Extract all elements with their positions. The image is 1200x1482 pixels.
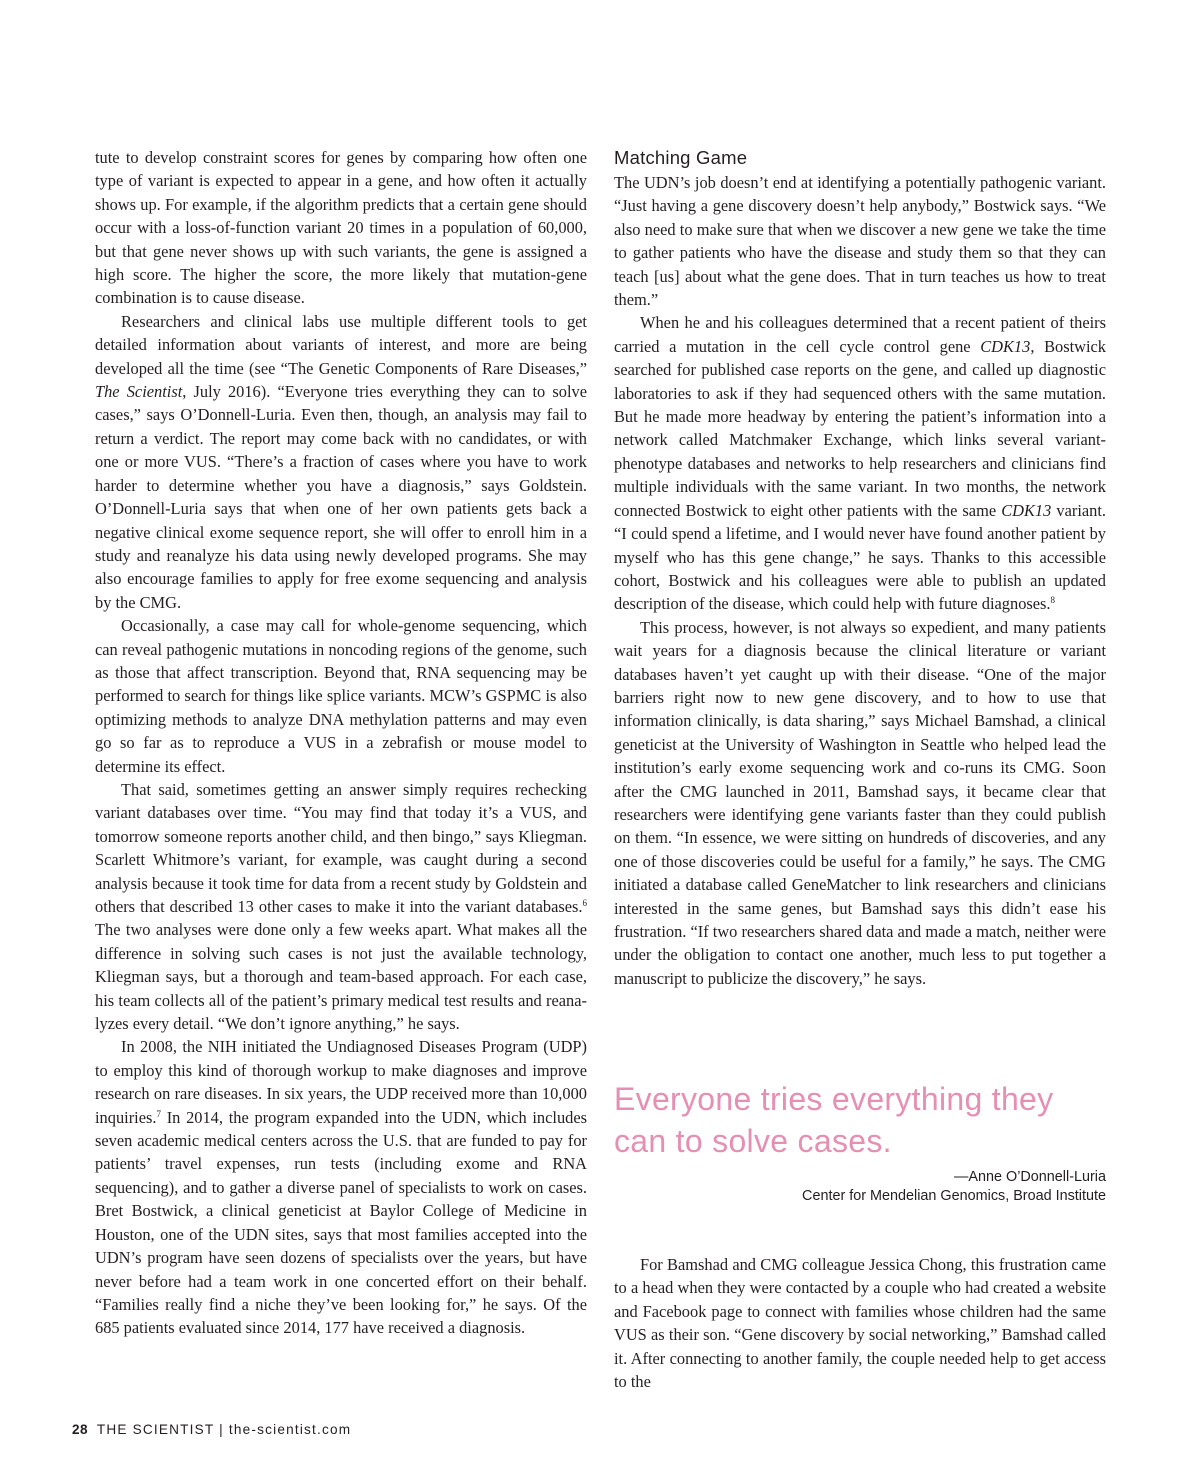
paragraph [95,778,587,1035]
left-column [95,146,587,1340]
paragraph-text: That said, sometimes getting an answer simply requires rechecking variant databases over time. “You may find that today it’s a VUS, and tomorrow someone reports another child, and then bingo,” says Kliegman. Scarlett Whitmore’s variant, for example, was caught during a second analysis because it took time for data from a recent study by Goldstein and others that described 13 other cases to make it into the variant databases. [95,779,587,916]
pull-quote-attribution [614,1168,1106,1206]
gene-name: CDK13 [1001,500,1052,520]
attribution-affiliation: Center for Mendelian Genomics, Broad Institute [802,1188,1106,1204]
paragraph-text: In 2008, the NIH initiated the Undiagnosed Diseases Program (UDP) to employ this kind of thorough workup to make diagnoses and improve research on rare diseases. In six years, the UDP received more than 10,000 inquiries. [95,1037,587,1127]
paragraph-text: variant. “I could spend a lifetime, and I would never have found another patient by myself who has this gene change,” he says. Thanks to this accessible cohort, Bostwick and his colleagues were able to publish an updated description of the disease, which could help with future diagnoses. [614,500,1106,614]
journal-title: The Scientist [95,382,183,402]
section-heading: Matching Game [614,147,748,168]
reference-marker: 7 [156,1108,161,1119]
paragraph-text: In 2014, the program expanded into the UDN, which includes seven academic medical centers across the U.S. that are funded to pay for patients’ travel expenses, run tests (including exome and RNA sequencing), and to gather a diverse panel of specialists to work on cases. Bret Bostwick, a clinical geneticist at Baylor College of Medicine in Houston, one of the UDN sites, says that most families accepted into the UDN’s program have seen dozens of specialists over the years, but have never before had a team work in one concerted effort on their behalf. “Families really find a niche they’ve been looking for,” he says. Of the 685 patients evaluated since 2014, 177 have received a diagnosis. [95,1107,587,1338]
paragraph [95,146,587,310]
paragraph-text: tute to develop constraint scores for genes by comparing how often one type of variant is expected to appear in a gene, and how often it actually shows up. For example, if the algorithm predicts that a certain gene should occur with a loss-of-function variant 20 times in a population of 60,000, but that gene never shows up with such variants, the gene is assigned a high score. The higher the score, the more likely that mutation-gene combination is to cause disease. [95,148,587,308]
paragraph-text: , Bostwick searched for published case reports on the gene, and called up diagnostic laboratories to ask if they had sequenced others with the same mutation. But he made more headway by entering the patient’s information into a network called Matchmaker Exchange, which links several variant-phenotype databases and networks to help researchers and clinicians find multiple individuals with the same variant. In two months, the network connected Bostwick to eight other patients with the same [614,336,1106,520]
paragraph [95,310,587,614]
paragraph [614,1253,1106,1393]
paragraph [614,171,1106,311]
paragraph-text: This process, however, is not always so expedient, and many patients wait years for a diagnosis because the clinical literature or variant databases haven’t yet caught up with their disease. “One of the major barriers right now to new gene discovery, and to how to use that information clinically, is data sharing,” says Michael Bamshad, a clinical geneticist at the University of Washington in Seattle who helped lead the institution’s early exome sequencing work and co-runs its CMG. Soon after the CMG launched in 2011, Bamshad says, it became clear that researchers were identifying gene variants faster than they could publish on them. “In essence, we were sitting on hundreds of discoveries, and any one of those discoveries could be useful for a family,” he says. The CMG initiated a database called GeneMatcher to link researchers and clinicians interested in the same genes, but Bamshad says this didn’t ease his frustration. “If two researchers shared data and made a match, neither were under the obligation to contact one another, much less to put together a manuscript to publicize the discovery,” he says. [614,617,1106,988]
gene-name: CDK13 [980,336,1031,356]
right-column [614,146,1106,990]
publication-name: THE SCIENTIST [96,1422,215,1437]
paragraph [95,1035,587,1339]
paragraph-text: When he and his colleagues determined that a recent patient of theirs carried a mutation in the cell cycle control gene [614,313,1106,356]
paragraph [95,614,587,778]
paragraph-text: Researchers and clinical labs use multiple different tools to get detailed information about variants of interest, and more are being developed all the time (see “The Genetic Components of Rare Diseases,” [95,311,587,378]
pull-quote-block [614,1078,1114,1206]
right-column-continued [614,1253,1106,1393]
reference-marker: 8 [1050,595,1056,606]
pull-quote-text: Everyone tries everything they can to solve cases. [614,1081,1054,1159]
paragraph-text: The UDN’s job doesn’t end at identifying a potentially pathogenic variant. “Just having a gene discovery doesn’t help anybody,” Bostwick says. “We also need to make sure that when we discover a new gene we take the time to gather patients who have the disease and study them so that they can teach [us] about what the gene does. That in turn teaches us how to treat them.” [614,173,1106,310]
reference-marker: 6 [582,898,587,908]
paragraph-text: Occasionally, a case may call for whole-genome sequencing, which can reveal pathogenic mutations in noncoding regions of the genome, such as those that affect transcription. Beyond that, RNA sequencing may be performed to search for things like splice variants. MCW’s GSPMC is also optimizing methods to analyze DNA methylation patterns and may even go so far as to reproduce a VUS in a zebrafish or mouse model to determine its effect. [95,616,587,776]
paragraph-text: The two analyses were done only a few weeks apart. What makes all the difference in solving such cases is not just the available technology, Kliegman says, but a thorough and team-based approach. For each case, his team collects all of the patient’s primary medical test results and reanalyzes every detail. “We don’t ignore anything,” he says. [95,920,587,1034]
paragraph [614,616,1106,991]
paragraph-text: For Bamshad and CMG colleague Jessica Chong, this frustration came to a head when they were contacted by a couple who had created a website and Facebook page to connect with families whose children had the same VUS as their son. “Gene discovery by social networking,” Bamshad called it. After connecting to another family, the couple needed help to get access to the [614,1255,1106,1392]
website-url: the-scientist.com [228,1422,352,1437]
attribution-name: —Anne O’Donnell-Luria [954,1169,1106,1185]
paragraph-text: , July 2016). “Everyone tries everything they can to solve cases,” says O’Donnell-Luria. Even then, though, an analysis may fail to return a verdict. The report may come back with no candidates, or with one or more VUS. “There’s a fraction of cases where you have to work harder to determine whether you have a diagnosis,” says Goldstein. O’Donnell-Luria says that when one of her own patients gets back a negative clinical exome sequence report, she will offer to enroll him in a study and reanalyze his data using newly developed programs. She may also encourage families to apply for free exome sequencing and analysis by the CMG. [95,382,587,612]
page-footer [72,1422,351,1437]
paragraph [614,311,1106,615]
footer-separator: | [219,1422,224,1437]
page-number: 28 [72,1422,89,1437]
